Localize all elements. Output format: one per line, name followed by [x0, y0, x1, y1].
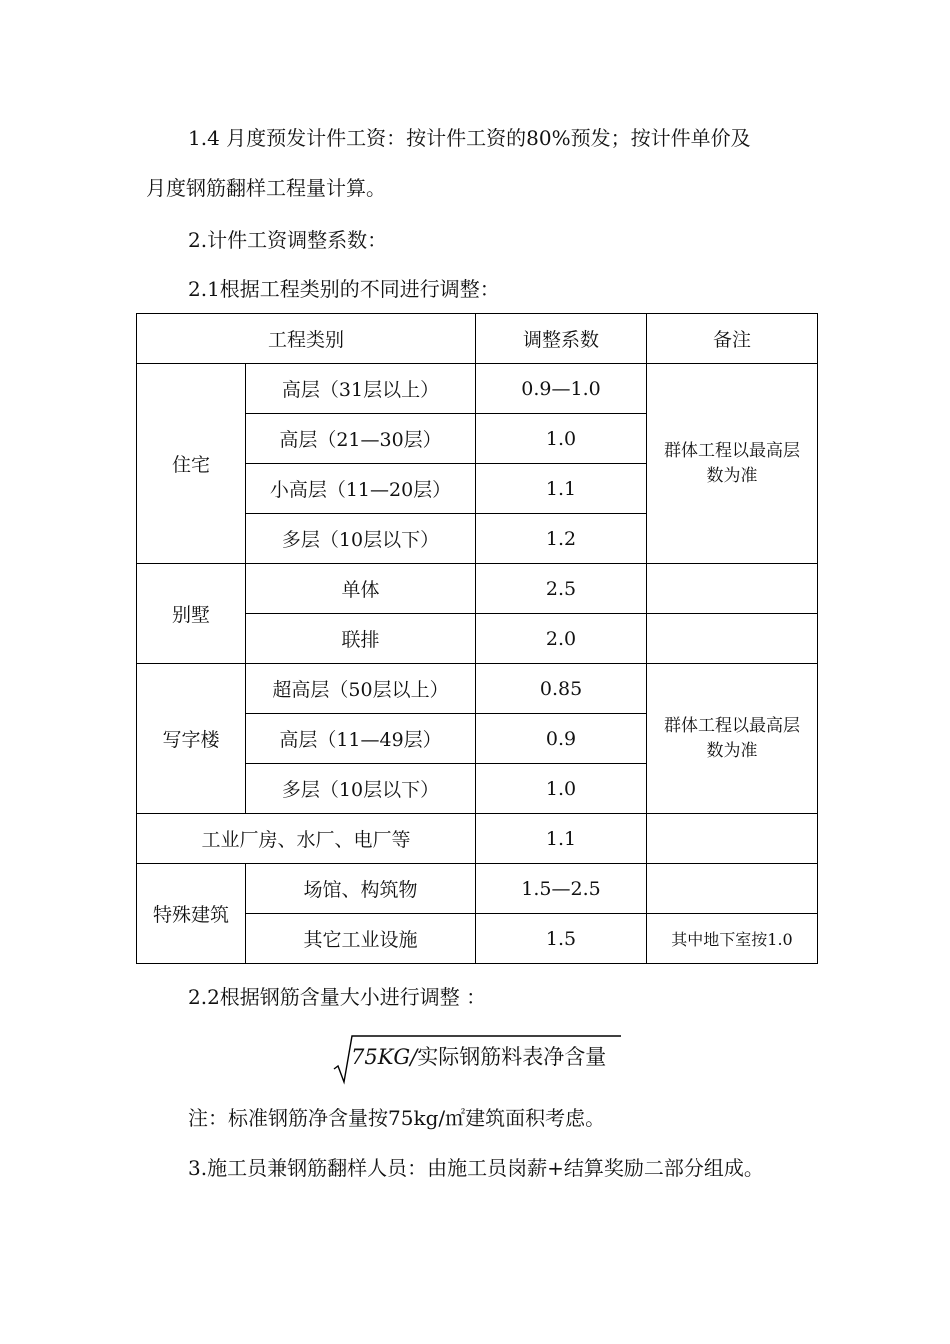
remark-cell: [647, 364, 818, 564]
type-cell: 高层（31层以上）: [246, 364, 476, 414]
group-residential: 住宅: [137, 364, 246, 564]
coefficient-table: [136, 313, 818, 964]
coef-cell: 1.0: [476, 414, 647, 464]
heading-2-coefficients: 2.计件工资调整系数：: [188, 228, 388, 252]
coef-cell: 1.0: [476, 764, 647, 814]
group-villa: 别墅: [137, 564, 246, 664]
type-cell: 多层（10层以下）: [246, 764, 476, 814]
type-cell: 小高层（11—20层）: [246, 464, 476, 514]
table-row: [137, 564, 818, 614]
coef-cell: 2.5: [476, 564, 647, 614]
remark-cell: 其中地下室按1.0: [647, 914, 818, 964]
coef-cell: 1.5—2.5: [476, 864, 647, 914]
group-special: 特殊建筑: [137, 864, 246, 964]
type-cell: 高层（21—30层）: [246, 414, 476, 464]
heading-2-1: 2.1根据工程类别的不同进行调整：: [188, 277, 500, 301]
paragraph-1-4-line1: 1.4 月度预发计件工资：按计件工资的80%预发；按计件单价及: [188, 126, 751, 150]
table-row: [137, 364, 818, 414]
formula-denominator: 实际钢筋料表净含量: [417, 1045, 607, 1069]
type-cell: 其它工业设施: [246, 914, 476, 964]
remark-cell: [647, 564, 818, 614]
sqrt-formula: [333, 1033, 623, 1085]
coef-cell: 1.1: [476, 814, 647, 864]
paragraph-1-4-line2: 月度钢筋翻样工程量计算。: [146, 176, 386, 200]
table-header-row: [137, 314, 818, 364]
coef-cell: 1.2: [476, 514, 647, 564]
type-cell: 场馆、构筑物: [246, 864, 476, 914]
remark-text: 群体工程以最高层数为准: [664, 715, 801, 761]
coef-cell: 2.0: [476, 614, 647, 664]
coef-cell: 0.85: [476, 664, 647, 714]
remark-cell: [647, 664, 818, 814]
remark-text: 群体工程以最高层数为准: [664, 440, 801, 486]
type-cell: 单体: [246, 564, 476, 614]
coef-cell: 1.1: [476, 464, 647, 514]
type-cell: 联排: [246, 614, 476, 664]
remark-cell: [647, 864, 818, 914]
table-row: [137, 814, 818, 864]
type-cell: 多层（10层以下）: [246, 514, 476, 564]
paragraph-3: 3.施工员兼钢筋翻样人员：由施工员岗薪+结算奖励二部分组成。: [188, 1156, 764, 1180]
group-office: 写字楼: [137, 664, 246, 814]
coef-cell: 0.9: [476, 714, 647, 764]
remark-cell: [647, 814, 818, 864]
formula-numerator: 75KG/: [351, 1045, 418, 1069]
type-cell: 高层（11—49层）: [246, 714, 476, 764]
header-category: 工程类别: [137, 314, 476, 364]
table-row: [137, 664, 818, 714]
note-paragraph: 注：标准钢筋净含量按75kg/㎡建筑面积考虑。: [188, 1106, 606, 1130]
header-coefficient: 调整系数: [476, 314, 647, 364]
remark-cell: [647, 614, 818, 664]
header-remark: 备注: [647, 314, 818, 364]
group-industrial: 工业厂房、水厂、电厂等: [137, 814, 476, 864]
heading-2-2: 2.2根据钢筋含量大小进行调整 ：: [188, 985, 487, 1009]
type-cell: 超高层（50层以上）: [246, 664, 476, 714]
coef-cell: 1.5: [476, 914, 647, 964]
formula-expression: [351, 1041, 606, 1071]
coef-cell: 0.9—1.0: [476, 364, 647, 414]
table-row: [137, 864, 818, 914]
